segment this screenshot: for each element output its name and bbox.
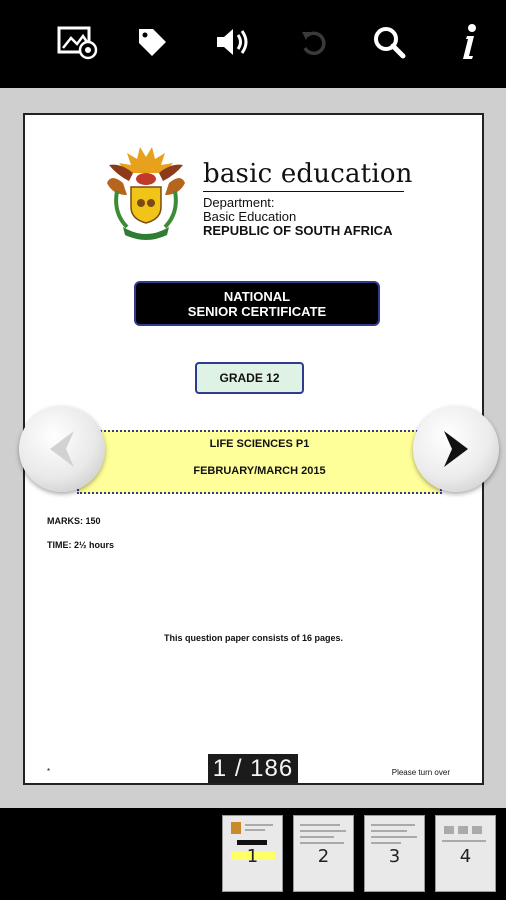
department-title-rule <box>203 191 404 192</box>
page-thumbnail-1[interactable] <box>222 815 283 892</box>
chevron-left-icon <box>42 427 82 471</box>
certificate-line-2: SENIOR CERTIFICATE <box>187 303 327 319</box>
subject-title: LIFE SCIENCES P1 <box>209 438 310 450</box>
info-icon[interactable] <box>447 20 491 64</box>
grade-box: GRADE 12 <box>195 362 304 394</box>
thumbnail-label: 4 <box>459 846 472 867</box>
department-title: basic education <box>203 159 413 189</box>
country-name: REPUBLIC OF SOUTH AFRICA <box>203 223 393 238</box>
certificate-line-1: NATIONAL <box>223 288 291 304</box>
top-toolbar <box>0 0 506 88</box>
thumbnail-label: 2 <box>317 846 330 867</box>
time-text: TIME: 2½ hours <box>47 540 115 550</box>
page-thumbnail-2[interactable] <box>293 815 354 892</box>
thumbnail-label: 1 <box>246 846 259 867</box>
chevron-right-icon <box>436 427 476 471</box>
undo-icon[interactable] <box>291 20 335 64</box>
thumbnail-banner <box>237 840 267 845</box>
page-thumbnail-4[interactable] <box>435 815 496 892</box>
thumbnail-logo <box>231 822 241 834</box>
image-settings-icon[interactable] <box>56 20 100 64</box>
corner-mark: * <box>47 767 51 776</box>
department-name: Basic Education <box>203 209 297 224</box>
speaker-icon[interactable] <box>210 20 254 64</box>
subject-box <box>77 430 442 494</box>
next-page-button[interactable] <box>413 406 499 492</box>
thumbnail-label: 3 <box>388 846 401 867</box>
turn-over-note: Please turn over <box>391 768 450 777</box>
bookmark-tag-icon[interactable] <box>130 20 174 64</box>
page-thumbnail-3[interactable] <box>364 815 425 892</box>
exam-session: FEBRUARY/MARCH 2015 <box>193 465 326 477</box>
page-count-note: This question paper consists of 16 pages. <box>163 633 344 643</box>
coat-of-arms-logo <box>103 143 189 245</box>
previous-page-button[interactable] <box>19 406 105 492</box>
marks-text: MARKS: 150 <box>47 516 101 526</box>
search-icon[interactable] <box>367 20 411 64</box>
department-label: Department: <box>203 195 275 210</box>
certificate-banner <box>134 281 380 326</box>
page-counter: 1 / 186 <box>208 754 298 783</box>
